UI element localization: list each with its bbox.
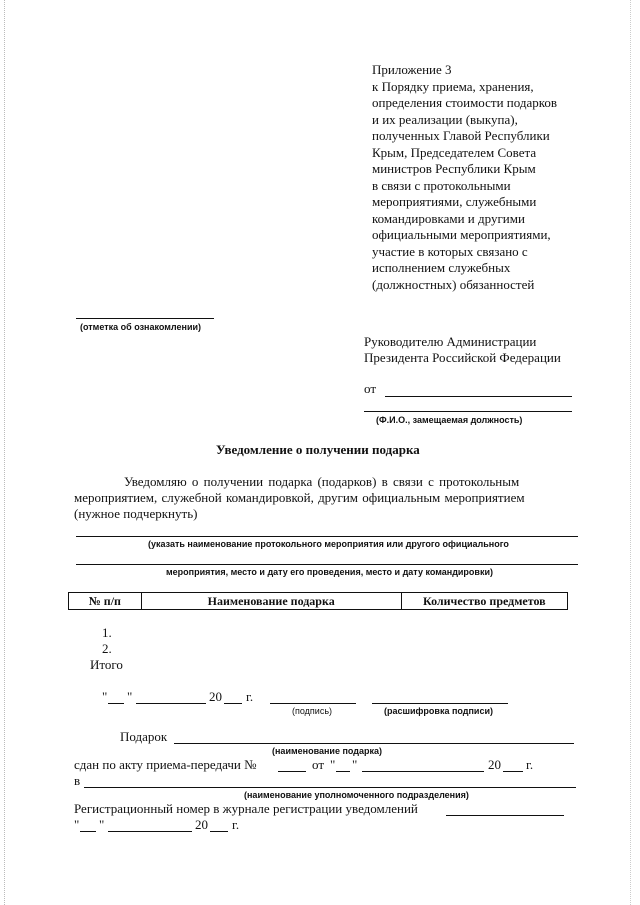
to-label: в xyxy=(74,773,81,788)
year-suffix: г. xyxy=(246,689,254,704)
appendix-block xyxy=(372,62,557,293)
appendix-line: в связи с протокольными xyxy=(372,177,511,193)
from-label: от xyxy=(364,381,377,396)
handed-year-suffix: г. xyxy=(526,757,534,772)
appendix-line: мероприятиями, служебными xyxy=(372,194,537,209)
col-number: № п/п xyxy=(69,593,142,609)
ack-label: (отметка об ознакомлении) xyxy=(80,322,202,332)
addressee-line1: Руководителю Администрации xyxy=(364,334,537,349)
gift-label: Подарок xyxy=(120,729,168,744)
signature-decode-caption: (расшифровка подписи) xyxy=(384,706,493,716)
reg-quote-open: " xyxy=(74,817,80,832)
handed-label: сдан по акту приема-передачи № xyxy=(74,757,257,772)
year-prefix: 20 xyxy=(209,689,222,704)
handed-day-field[interactable] xyxy=(336,771,350,772)
appendix-line: министров Республики Крым xyxy=(372,161,536,176)
reg-year-field[interactable] xyxy=(210,831,228,832)
reg-day-field[interactable] xyxy=(80,831,96,832)
body-line3: (нужное подчеркнуть) xyxy=(74,506,198,521)
from-field[interactable] xyxy=(385,396,572,397)
appendix-line: к Порядку приема, хранения, xyxy=(372,78,534,94)
department-caption: (наименование уполномоченного подразделения) xyxy=(244,790,469,800)
reg-quote-close: " xyxy=(99,817,105,832)
handed-quote-open: " xyxy=(330,757,336,772)
col-name: Наименование подарка xyxy=(142,593,402,609)
appendix-line: полученных Главой Республики xyxy=(372,128,550,143)
appendix-line: (должностных) обязанностей xyxy=(372,276,535,292)
appendix-line: исполнением служебных xyxy=(372,260,511,275)
quote-open: " xyxy=(102,689,108,704)
from-field-2[interactable] xyxy=(364,411,572,412)
month-field[interactable] xyxy=(136,703,206,704)
signature-decode-field[interactable] xyxy=(372,703,508,704)
reg-month-field[interactable] xyxy=(108,831,192,832)
signature-caption: (подпись) xyxy=(292,706,333,716)
from-caption: (Ф.И.О., замещаемая должность) xyxy=(376,415,523,425)
reg-year-prefix: 20 xyxy=(195,817,208,832)
document-title: Уведомление о получении подарка xyxy=(216,442,420,457)
signature-field[interactable] xyxy=(270,703,356,704)
addressee-line2: Президента Российской Федерации xyxy=(364,350,561,365)
event-caption-1: (указать наименование протокольного мероприятия или другого официального xyxy=(148,539,509,549)
handed-quote-close: " xyxy=(352,757,358,772)
quote-close: " xyxy=(127,689,133,704)
item-row-1: 1. xyxy=(102,625,112,640)
handed-year-field[interactable] xyxy=(503,771,523,772)
event-caption-2: мероприятия, место и дату его проведения, место и дату командировки) xyxy=(166,567,493,577)
registration-field[interactable] xyxy=(446,815,564,816)
event-field-1[interactable] xyxy=(76,536,578,537)
appendix-line: Крым, Председателем Совета xyxy=(372,144,537,160)
gift-name-field[interactable] xyxy=(174,743,574,744)
handed-year-prefix: 20 xyxy=(488,757,501,772)
total-label: Итого xyxy=(90,657,123,672)
event-field-2[interactable] xyxy=(76,564,578,565)
gift-name-caption: (наименование подарка) xyxy=(272,746,382,756)
scan-edge-right xyxy=(630,0,632,905)
handed-month-field[interactable] xyxy=(362,771,484,772)
scan-edge-left xyxy=(4,0,6,905)
appendix-line: командировками и другими xyxy=(372,210,525,226)
ack-line[interactable] xyxy=(76,318,214,319)
appendix-line: и их реализации (выкупа), xyxy=(372,111,518,127)
body-line2: мероприятием, служебной командировкой, другим официальным мероприятием xyxy=(74,490,525,505)
act-number-field[interactable] xyxy=(278,771,306,772)
gift-table-header xyxy=(68,592,568,610)
day-field[interactable] xyxy=(108,703,124,704)
col-quantity: Количество предметов xyxy=(422,593,546,608)
appendix-line: определения стоимости подарков xyxy=(372,95,558,110)
item-row-2: 2. xyxy=(102,641,112,656)
year-field[interactable] xyxy=(224,703,242,704)
appendix-line: официальными мероприятиями, xyxy=(372,227,551,242)
appendix-line: участие в которых связано с xyxy=(372,243,528,259)
registration-label: Регистрационный номер в журнале регистрации уведомлений xyxy=(74,801,418,816)
department-field[interactable] xyxy=(84,787,576,788)
reg-year-suffix: г. xyxy=(232,817,240,832)
appendix-line: Приложение 3 xyxy=(372,62,452,77)
handed-from-label: от xyxy=(312,757,325,772)
body-line1: Уведомляю о получении подарка (подарков) в связи с протокольным xyxy=(124,474,520,489)
